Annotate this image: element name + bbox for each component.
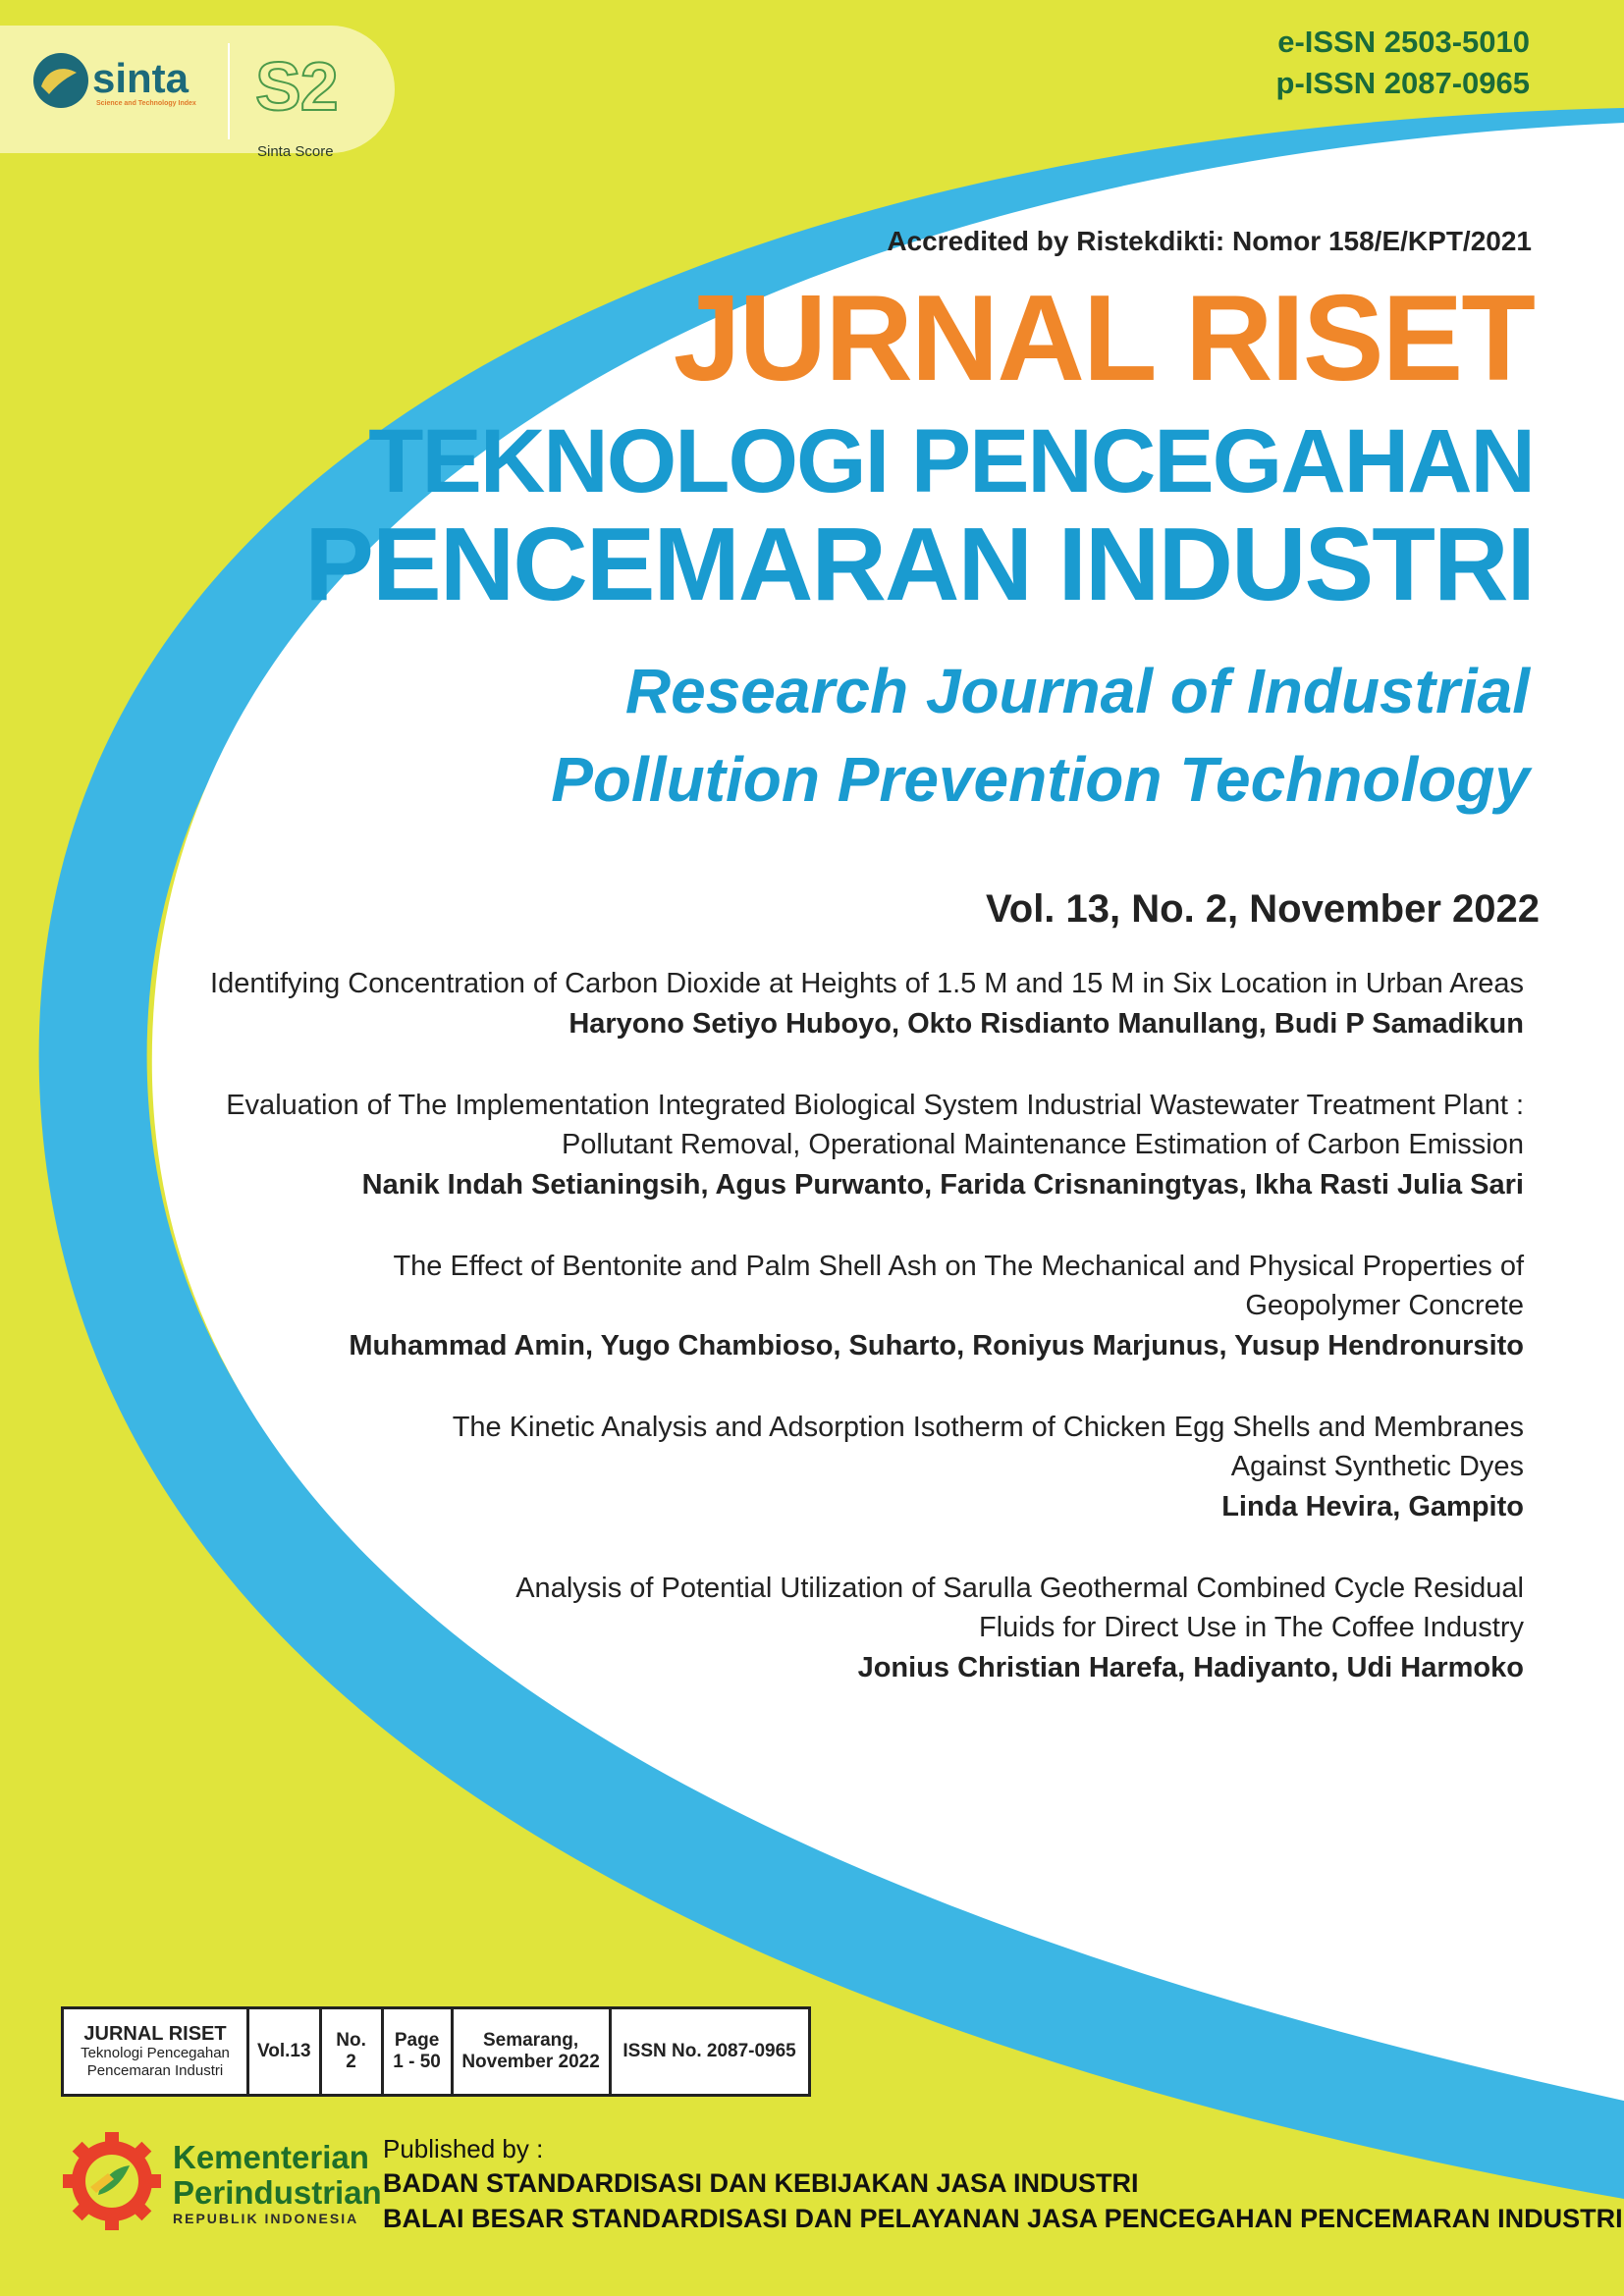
article-list xyxy=(71,964,1524,1730)
article-title: Against Synthetic Dyes xyxy=(1230,1451,1524,1482)
badge-divider xyxy=(228,43,230,139)
article-title: Geopolymer Concrete xyxy=(1245,1290,1524,1321)
e-issn: e-ISSN 2503-5010 xyxy=(1277,25,1530,59)
sinta-score: S2 xyxy=(255,48,338,125)
article-item xyxy=(71,964,1524,1044)
article-item xyxy=(71,1408,1524,1527)
info-date: November 2022 xyxy=(461,2052,600,2072)
info-journal-cell xyxy=(63,2008,248,2096)
publisher-label: Published by : xyxy=(383,2134,544,2163)
issue-info-table xyxy=(61,2006,811,2097)
ministry-line2: Perindustrian xyxy=(173,2174,382,2211)
publisher-line1: BADAN STANDARDISASI DAN KEBIJAKAN JASA INDUSTRI xyxy=(383,2168,1139,2198)
ministry-name xyxy=(173,2140,382,2226)
sinta-badge xyxy=(0,26,395,160)
info-journal-sub2: Pencemaran Industri xyxy=(86,2062,224,2079)
accreditation: Accredited by Ristekdikti: Nomor 158/E/KPT/2021 xyxy=(887,226,1532,256)
ministry-gear-icon xyxy=(61,2130,163,2232)
article-authors: Haryono Setiyo Huboyo, Okto Risdianto Manullang, Budi P Samadikun xyxy=(568,1008,1524,1040)
info-page-range: 1 - 50 xyxy=(393,2052,441,2072)
journal-title-english-line2: Pollution Prevention Technology xyxy=(551,744,1530,815)
sinta-logo-sub: Science and Technology Index xyxy=(96,100,196,107)
article-title: Fluids for Direct Use in The Coffee Industry xyxy=(979,1612,1524,1643)
article-title: Evaluation of The Implementation Integrated Biological System Industrial Wastewater Treatment Plant : xyxy=(226,1090,1524,1121)
journal-title-main: JURNAL RISET xyxy=(673,271,1534,406)
volume-info: Vol. 13, No. 2, November 2022 xyxy=(986,887,1540,931)
info-place: Semarang, xyxy=(482,2030,579,2051)
article-title: Pollutant Removal, Operational Maintenance Estimation of Carbon Emission xyxy=(561,1129,1524,1160)
journal-title-english-line1: Research Journal of Industrial xyxy=(624,656,1530,726)
article-item xyxy=(71,1569,1524,1688)
article-title: Analysis of Potential Utilization of Sarulla Geothermal Combined Cycle Residual xyxy=(515,1573,1524,1604)
article-authors: Muhammad Amin, Yugo Chambioso, Suharto, Roniyus Marjunus, Yusup Hendronursito xyxy=(349,1330,1524,1362)
journal-title-line2: PENCEMARAN INDUSTRI xyxy=(304,507,1534,622)
sinta-score-label: Sinta Score xyxy=(257,143,334,160)
info-journal-name: JURNAL RISET xyxy=(83,2023,227,2045)
info-vol: Vol.13 xyxy=(248,2008,321,2096)
article-title: Identifying Concentration of Carbon Dioxide at Heights of 1.5 M and 15 M in Six Location in Urban Areas xyxy=(210,968,1524,999)
ministry-line1: Kementerian xyxy=(173,2139,369,2175)
info-date-cell xyxy=(452,2008,610,2096)
info-page-cell xyxy=(382,2008,452,2096)
info-issn: ISSN No. 2087-0965 xyxy=(610,2008,809,2096)
info-page-label: Page xyxy=(394,2030,440,2051)
sinta-logo-text: sinta xyxy=(92,55,189,101)
p-issn: p-ISSN 2087-0965 xyxy=(1275,66,1530,100)
article-authors: Jonius Christian Harefa, Hadiyanto, Udi Harmoko xyxy=(857,1652,1524,1683)
info-no: No. 2 xyxy=(320,2008,382,2096)
article-title: The Kinetic Analysis and Adsorption Isotherm of Chicken Egg Shells and Membranes xyxy=(452,1412,1524,1443)
article-authors: Nanik Indah Setianingsih, Agus Purwanto, Farida Crisnaningtyas, Ikha Rasti Julia Sari xyxy=(361,1169,1524,1201)
publisher-block xyxy=(383,2132,1623,2236)
article-authors: Linda Hevira, Gampito xyxy=(1221,1491,1524,1522)
article-title: The Effect of Bentonite and Palm Shell Ash on The Mechanical and Physical Properties of xyxy=(393,1251,1524,1282)
info-journal-sub1: Teknologi Pencegahan xyxy=(81,2045,230,2061)
journal-title-line1: TEKNOLOGI PENCEGAHAN xyxy=(368,411,1534,511)
article-item xyxy=(71,1247,1524,1366)
article-item xyxy=(71,1086,1524,1205)
ministry-line3: REPUBLIK INDONESIA xyxy=(173,2211,359,2226)
publisher-line2: BALAI BESAR STANDARDISASI DAN PELAYANAN JASA PENCEGAHAN PENCEMARAN INDUSTRI xyxy=(383,2204,1623,2233)
